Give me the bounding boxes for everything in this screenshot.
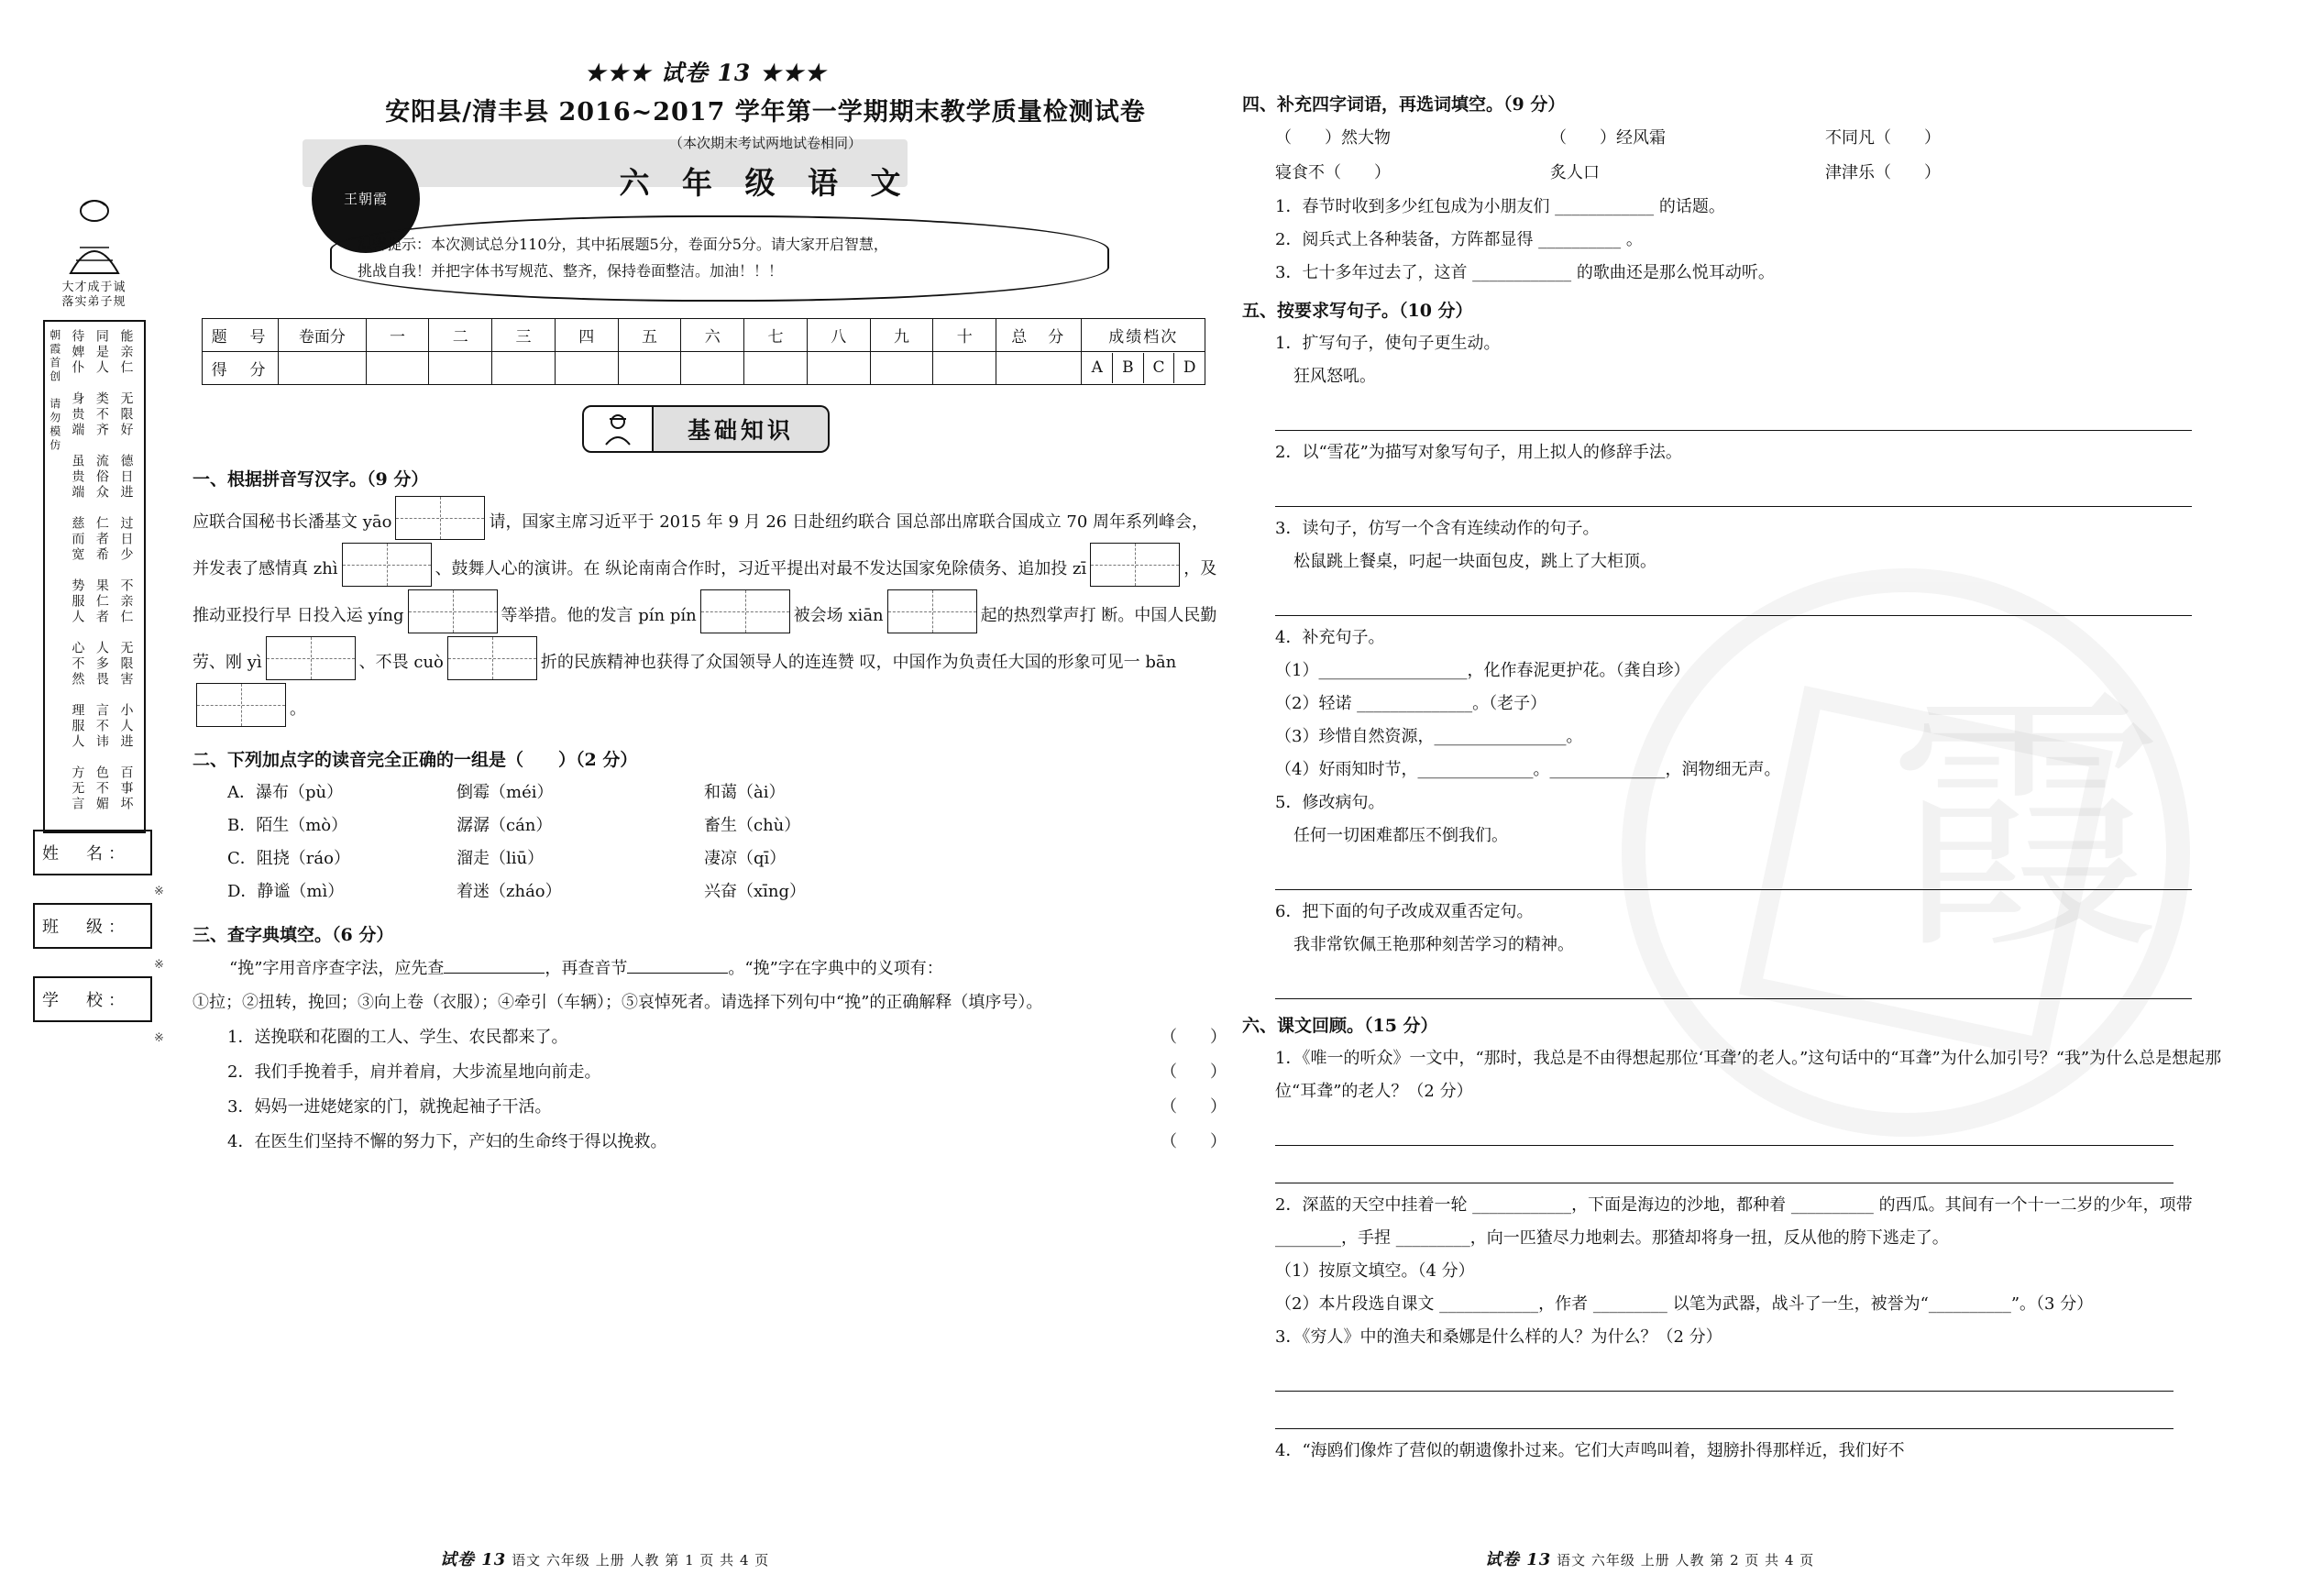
question-5-title: 五、按要求写句子。（10 分） <box>1242 300 1473 321</box>
q5-item-5-sentence: 任何一切困难都压不倒我们。 <box>1293 825 1508 845</box>
question-4-title: 四、补充四字词语，再选词填空。（9 分） <box>1242 94 1566 115</box>
q6-item-3: 3．《穷人》中的渔夫和桑娜是什么样的人？为什么？（2 分） <box>1275 1326 1722 1347</box>
q6-answer-line-3[interactable] <box>1275 1359 2173 1392</box>
q3-item-4 <box>227 1125 1227 1160</box>
q5-answer-line-5[interactable] <box>1275 967 2192 999</box>
q1-text-7: 日投入运 yíng <box>296 605 404 625</box>
page-title: 安阳县/清丰县 2016~2017 学年第一学期期末教学质量检测试卷 <box>385 98 1146 127</box>
pinyin-write-box-5[interactable] <box>700 589 790 633</box>
score-col-9: 九 <box>870 318 933 351</box>
stars-left: ★★★ <box>584 60 653 86</box>
section-banner-label: 基础知识 <box>654 405 830 453</box>
q4-word-5[interactable]: 炙人口 <box>1550 162 1600 182</box>
q4-word-2[interactable]: （ ）经风霜 <box>1550 128 1666 148</box>
grade-subject: 六 年 级 语 文 <box>619 165 912 201</box>
q5-item-6-sentence: 我非常钦佩王艳那种刻苦学习的精神。 <box>1293 934 1574 954</box>
q3-answer-3[interactable]: （ ） <box>1161 1096 1227 1117</box>
score-cell-7[interactable] <box>744 351 808 384</box>
score-col-5: 五 <box>618 318 681 351</box>
q1-text-6: ，及推动亚投行早 <box>193 558 1217 625</box>
score-cell-2[interactable] <box>429 351 492 384</box>
q6-item-1: 1．《唯一的听众》一文中，“那时，我总是不由得想起那位‘耳聋’的老人。”这句话中的“耳聋”为什么加引号？“我”为什么总是想起那位“耳聋”的老人？（2 分） <box>1275 1048 2222 1101</box>
q3-item-1 <box>227 1020 1227 1055</box>
q4-fill-2[interactable]: 2．阅兵式上各种装备，方阵都显得 __________ 。 <box>1275 229 1643 249</box>
q3-blank-2[interactable] <box>627 973 728 974</box>
q6-answer-line-2[interactable] <box>1275 1151 2173 1183</box>
score-col-3: 三 <box>492 318 556 351</box>
pinyin-write-box-1[interactable] <box>395 496 485 540</box>
student-info-fields <box>33 830 152 1050</box>
q5-item-4-1[interactable]: （1）__________________，化作春泥更护花。（龚自珍） <box>1275 660 1690 680</box>
q5-item-5: 5．修改病句。 <box>1275 792 1385 812</box>
student-icon <box>582 405 654 453</box>
q3-answer-2[interactable]: （ ） <box>1161 1062 1227 1082</box>
score-cell-1[interactable] <box>366 351 429 384</box>
q1-text-2: 请，国家主席习近平于 2015 年 9 月 26 日赴纽约联合 <box>489 512 891 532</box>
name-field[interactable]: 姓 名： <box>33 830 152 875</box>
q6-item-4: 4．“海鸥们像炸了营似的朝遗像扑过来。它们大声鸣叫着，翅膀扑得那样近，我们好不 <box>1275 1440 1905 1460</box>
q2-option-a-3[interactable]: 和蔼（ài） <box>704 782 786 802</box>
score-cell-10[interactable] <box>933 351 996 384</box>
score-col-total: 总 分 <box>996 318 1082 351</box>
pinyin-write-box-3[interactable] <box>1090 543 1180 587</box>
footer-right-paper-no: 试卷 13 <box>1485 1550 1552 1569</box>
q1-text-9: 被会场 xiān <box>793 605 884 625</box>
q3-blank-1[interactable] <box>444 973 545 974</box>
footer-right-volume: 上册 <box>1640 1552 1670 1568</box>
seal-mark-1: ※ <box>154 885 164 898</box>
q2-option-a-2[interactable]: 倒霉（méi） <box>457 782 554 802</box>
title-block <box>312 92 1219 207</box>
score-table-value-row <box>203 351 1205 384</box>
q5-item-3-sentence: 松鼠跳上餐桌，叼起一块面包皮，跳上了大柜顶。 <box>1293 551 1656 571</box>
q3-item-2 <box>227 1055 1227 1090</box>
question-1-title: 一、根据拼音写汉字。（9 分） <box>193 468 429 490</box>
confucius-illustration <box>43 193 146 277</box>
score-col-4: 四 <box>555 318 618 351</box>
q3-item-3-text: 3．妈妈一进姥姥家的门，就挽起袖子干活。 <box>227 1096 552 1117</box>
question-4-words <box>1275 121 2241 191</box>
stars-right: ★★★ <box>759 60 828 86</box>
verse-column-2: 同是人 类不齐 流俗众 仁者希 果仁者 人多畏 言不讳 色不媚 <box>94 328 109 812</box>
rank-d[interactable]: D <box>1183 358 1196 378</box>
score-cell-3[interactable] <box>492 351 556 384</box>
score-col-rank: 成绩档次 <box>1082 318 1205 351</box>
q6-answer-line-1[interactable] <box>1275 1114 2173 1146</box>
q2-option-d-1[interactable]: D．静谧（mì） <box>227 881 345 901</box>
question-2-title: 二、下列加点字的读音完全正确的一组是（ ）（2 分） <box>193 749 638 770</box>
q5-item-2: 2．以“雪花”为描写对象写句子，用上拟人的修辞手法。 <box>1275 442 1682 462</box>
score-cell-6[interactable] <box>681 351 744 384</box>
logo-text: 王朝霞 <box>343 191 388 207</box>
q5-item-1-sentence: 狂风怒吼。 <box>1293 366 1376 386</box>
q5-answer-line-4[interactable] <box>1275 858 2192 890</box>
q5-item-4-3[interactable]: （3）珍惜自然资源，________________。 <box>1275 726 1583 746</box>
footer-left-page: 第 1 页 <box>665 1552 715 1568</box>
footer-left-volume: 上册 <box>595 1552 625 1568</box>
q6-item-2-sub1: （1）按原文填空。（4 分） <box>1275 1260 1475 1281</box>
score-value-label: 得 分 <box>203 351 279 384</box>
pinyin-write-box-4[interactable] <box>408 589 498 633</box>
q1-text-11: 断。中国人民勤劳、刚 yì <box>193 605 1217 672</box>
page-right-column <box>1242 87 2241 1468</box>
question-6-title: 六、课文回顾。（15 分） <box>1242 1015 1438 1036</box>
footer-right-edition: 人教 <box>1675 1552 1705 1568</box>
pinyin-write-box-7[interactable] <box>266 636 356 680</box>
q1-text-10: 起的热烈掌声打 <box>980 605 1096 625</box>
q2-option-c-3[interactable]: 凄凉（qī） <box>704 848 787 868</box>
q6-answer-line-4[interactable] <box>1275 1397 2173 1429</box>
footer-left-paper-no: 试卷 13 <box>440 1550 507 1569</box>
q1-text-1: 应联合国秘书长潘基文 yāo <box>193 512 392 532</box>
q3-text-2: ，再查音节 <box>545 958 628 978</box>
footer-right <box>1485 1546 1814 1570</box>
pinyin-write-box-8[interactable] <box>447 636 537 680</box>
score-table-header-row <box>203 318 1205 351</box>
tips-line-1: 温馨提示：本次测试总分110分，其中拓展题5分，卷面分5分。请大家开启智慧， <box>358 236 888 253</box>
score-col-6: 六 <box>681 318 744 351</box>
q4-word-1[interactable]: （ ）然大物 <box>1275 128 1391 148</box>
verse-column-4: 朝霞首创 请勿模仿 <box>48 328 61 453</box>
q4-word-3[interactable]: 不同凡（ ） <box>1825 128 1941 148</box>
score-table <box>202 318 1205 385</box>
score-col-8: 八 <box>807 318 870 351</box>
seal-mark-3: ※ <box>154 1031 164 1045</box>
score-col-7: 七 <box>744 318 808 351</box>
q3-item-4-text: 4．在医生们坚持不懈的努力下，产妇的生命终于得以挽救。 <box>227 1131 667 1151</box>
q1-text-15: 。 <box>290 699 306 719</box>
q1-text-8: 等举措。他的发言 pín pín <box>501 605 697 625</box>
q2-option-b-2[interactable]: 潺潺（cán） <box>457 815 553 835</box>
footer-right-page: 第 2 页 <box>1710 1552 1760 1568</box>
q3-text-1: “挽”字用音序查字法，应先查 <box>229 958 445 978</box>
footer-right-total: 共 4 页 <box>1765 1552 1815 1568</box>
watermark-character: 霞 <box>1887 666 2162 986</box>
footer-left-subject: 语文 <box>512 1552 542 1568</box>
score-cell-8[interactable] <box>807 351 870 384</box>
score-cell-rank[interactable] <box>1082 351 1205 384</box>
left-decor-column <box>37 193 151 833</box>
q3-definitions: ①拉；②扭转，挽回；③向上卷（衣服）；④牵引（车辆）；⑤哀悼死者。请选择下列句中“挽”的正确解释（填序号）。 <box>193 993 1043 1013</box>
score-row-label: 题 号 <box>203 318 279 351</box>
q1-text-4: 、鼓舞人心的演讲。在 <box>435 558 600 578</box>
q6-item-2-sub2[interactable]: （2）本片段选自课文 ____________，作者 _________ 以笔为武器，战斗了一生，被誉为“__________”。（3 分） <box>1275 1293 2094 1314</box>
q4-fill-3[interactable]: 3．七十多年过去了，这首 ____________ 的歌曲还是那么悦耳动听。 <box>1275 262 1775 282</box>
tips-line-2: 挑战自我！并把字体书写规范、整齐，保持卷面整洁。加油！！！ <box>358 261 784 280</box>
rank-a[interactable]: A <box>1082 353 1113 383</box>
seal-mark-2: ※ <box>154 958 164 972</box>
q5-item-3: 3．读句子，仿写一个含有连续动作的句子。 <box>1275 518 1600 538</box>
q3-item-3 <box>227 1090 1227 1125</box>
dizigui-verse-box <box>43 320 146 833</box>
tips-bubble <box>330 215 1109 302</box>
score-cell-total[interactable] <box>996 351 1082 384</box>
class-field[interactable]: 班 级： <box>33 903 152 949</box>
rank-c[interactable]: C <box>1144 353 1175 383</box>
q4-fill-1[interactable]: 1．春节时收到多少红包成为小朋友们 ____________ 的话题。 <box>1275 196 1725 216</box>
q2-option-c-1[interactable]: C．阻挠（ráo） <box>227 848 350 868</box>
score-cell-9[interactable] <box>870 351 933 384</box>
verse-column-3: 待婢仆 身贵端 虽贵端 慈而宽 势服人 心不然 理服人 方无言 <box>70 328 85 812</box>
question-1-body <box>193 496 1219 730</box>
score-cell-5[interactable] <box>618 351 681 384</box>
score-col-10: 十 <box>933 318 996 351</box>
q3-item-1-text: 1．送挽联和花圈的工人、学生、农民都来了。 <box>227 1028 568 1048</box>
q5-item-4-2[interactable]: （2）轻诺 ______________。（老子） <box>1275 693 1547 713</box>
paper-number-label: 试卷 13 <box>660 60 752 86</box>
pinyin-write-box-2[interactable] <box>342 543 432 587</box>
q4-word-4[interactable]: 寝食不（ ） <box>1275 162 1391 182</box>
footer-left-edition: 人教 <box>630 1552 660 1568</box>
q5-answer-line-1[interactable] <box>1275 399 2192 431</box>
verse-column-1: 能亲仁 无限好 德日进 过日少 不亲仁 无限害 小人进 百事坏 <box>118 328 134 812</box>
q3-item-2-text: 2．我们手挽着手，肩并着肩，大步流星地向前走。 <box>227 1062 601 1082</box>
q2-option-d-2[interactable]: 着迷（zháo） <box>457 881 562 901</box>
score-cell-paper[interactable] <box>279 351 366 384</box>
q2-option-b-3[interactable]: 畜生（chù） <box>704 815 801 835</box>
left-decor-caption: 大才成于诚 落实弟子规 <box>61 281 127 310</box>
score-cell-4[interactable] <box>555 351 618 384</box>
q1-text-12: 、不畏 cuò <box>358 652 444 672</box>
q2-option-b-1[interactable]: B．陌生（mò） <box>227 815 348 835</box>
q5-answer-line-2[interactable] <box>1275 475 2192 507</box>
rank-b[interactable]: B <box>1113 353 1144 383</box>
question-3-title: 三、查字典填空。（6 分） <box>193 924 394 945</box>
q5-item-6: 6．把下面的句子改成双重否定句。 <box>1275 901 1534 921</box>
q1-text-13: 折的民族精神也获得了众国领导人的连连赞 <box>540 652 854 672</box>
q5-answer-line-3[interactable] <box>1275 584 2192 616</box>
q5-item-1: 1．扩写句子，使句子更生动。 <box>1275 333 1501 353</box>
footer-left-grade: 六年级 <box>545 1552 590 1568</box>
q5-item-4-4[interactable]: （4）好雨知时节，______________。______________，润物细无声。 <box>1275 759 1781 779</box>
q2-option-a-1[interactable]: A．瀑布（pù） <box>227 782 344 802</box>
score-col-2: 二 <box>429 318 492 351</box>
footer-right-grade: 六年级 <box>1590 1552 1635 1568</box>
q6-item-2[interactable]: 2．深蓝的天空中挂着一轮 ____________，下面是海边的沙地，都种着 __________ 的西瓜。其间有一个十一二岁的少年，项带 ________，手捏 _________，向一匹猹尽力地刺去。那猹却将身一扭，反从他的胯下逃走了。 <box>1275 1194 2193 1248</box>
q3-text-3: 。“挽”字在字典中的义项有： <box>728 958 943 978</box>
q1-text-3: 国总部出席联合国成立 70 周年系列峰会，并发表了感情真 zhì <box>193 512 1209 578</box>
pinyin-write-box-9[interactable] <box>196 683 286 727</box>
footer-left <box>440 1546 769 1570</box>
footer-left-total: 共 4 页 <box>720 1552 770 1568</box>
q2-option-c-2[interactable]: 溜走（liū） <box>457 848 545 868</box>
q1-text-14: 叹，中国作为负责任大国的形象可见一 bān <box>859 652 1177 672</box>
q3-answer-1[interactable]: （ ） <box>1161 1028 1227 1048</box>
pinyin-write-box-6[interactable] <box>887 589 977 633</box>
q3-answer-4[interactable]: （ ） <box>1161 1131 1227 1151</box>
q2-option-d-3[interactable]: 兴奋（xīng） <box>704 881 807 901</box>
score-col-1: 一 <box>366 318 429 351</box>
footer-right-subject: 语文 <box>1557 1552 1587 1568</box>
section-banner-basics <box>193 405 1219 453</box>
q1-text-5: 纵论南南合作时，习近平提出对最不发达国家免除债务、追加投 zī <box>605 558 1087 578</box>
school-field[interactable]: 学 校： <box>33 976 152 1022</box>
q5-item-4: 4．补充句子。 <box>1275 627 1385 647</box>
question-3-body <box>193 952 1219 1021</box>
page-left-column <box>193 55 1227 1159</box>
page-subtitle: （本次期末考试两地试卷相同） <box>668 135 862 151</box>
score-col-paper: 卷面分 <box>279 318 366 351</box>
paper-number <box>193 55 1219 88</box>
question-2-options <box>227 776 1219 908</box>
q4-word-6[interactable]: 津津乐（ ） <box>1825 162 1941 182</box>
question-3-items <box>227 1020 1227 1159</box>
